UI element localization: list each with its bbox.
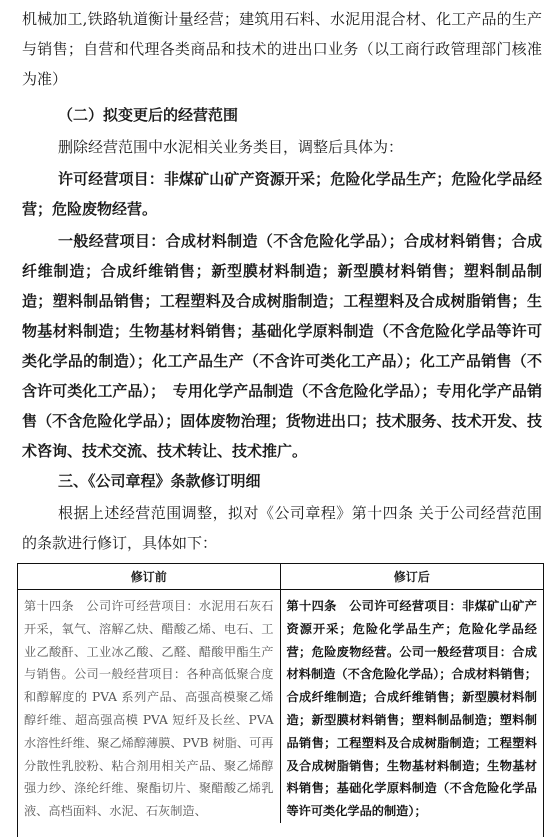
delete-note: 删除经营范围中水泥相关业务类目，调整后具体为： <box>58 138 404 156</box>
section-3-body: 根据上述经营范围调整，拟对《公司章程》第十四条 关于公司经营范围的条款进行修订，具体如下： <box>22 504 542 552</box>
revision-table <box>17 563 544 837</box>
cell-before-revision: 第十四条 公司许可经营项目：水泥用石灰石开采，氧气、溶解乙炔、醋酸乙烯、电石、工业乙酸酐、工业冰乙酸、乙醛、醋酸甲酯生产与销售。公司一般经营项目：各种高低聚合度和醇解度的 PVA 系列产品、高强高模聚乙烯醇纤维、超高强高模 PVA 短纤及长丝、PVA 水溶性纤维、聚乙烯醇薄膜、PVB 树脂、可再分散性乳胶粉、粘合剂用相关产品、聚乙烯醇强力纱、涤纶纤维、聚酯切片、聚醋酸乙烯乳液、高档面料、水泥、石灰制造、 <box>18 590 280 823</box>
table-header-row <box>18 564 543 590</box>
header-after: 修订后 <box>280 564 543 590</box>
general-items-paragraph: 一般经营项目：合成材料制造（不含危险化学品）；合成材料销售；合成纤维制造；合成纤维销售；新型膜材料制造；新型膜材料销售；塑料制品制造；塑料制品销售；工程塑料及合成树脂制造；工程塑料及合成树脂销售；生物基材料制造；生物基材料销售；基础化学原料制造（不含危险化学品等许可类化学品的制造）；化工产品生产（不含许可类化工产品）；化工产品销售（不含许可类化工产品）； 专用化学产品制造（不含危险化学品）；专用化学产品销售（不含危险化学品）；固体废物治理；货物进出口；技术服务、技术开发、技术咨询、技术交流、技术转让、技术推广。 <box>22 232 542 460</box>
cell-after-revision: 第十四条 公司许可经营项目：非煤矿山矿产资源开采；危险化学品生产；危险化学品经营；危险废物经营。公司一般经营项目：合成材料制造（不含危险化学品）；合成材料销售；合成纤维制造；合成纤维销售；新型膜材料制造；新型膜材料销售；塑料制品制造；塑料制品销售；工程塑料及合成树脂制造；工程塑料及合成树脂销售；生物基材料制造；生物基材料销售；基础化学原料制造（不含危险化学品等许可类化学品的制造）； <box>286 599 537 819</box>
table-row <box>18 590 543 823</box>
licensed-items-paragraph: 许可经营项目：非煤矿山矿产资源开采；危险化学品生产；危险化学品经营；危险废物经营。 <box>22 170 542 218</box>
subheading-after-change: （二）拟变更后的经营范围 <box>58 106 239 124</box>
header-before: 修订前 <box>18 564 280 590</box>
intro-paragraph: 机械加工,铁路轨道衡计量经营；建筑用石料、水泥用混合材、化工产品的生产与销售；自营和代理各类商品和技术的进出口业务（以工商行政管理部门核准为准） <box>22 10 542 88</box>
section-3-heading: 三、《公司章程》条款修订明细 <box>58 472 261 490</box>
